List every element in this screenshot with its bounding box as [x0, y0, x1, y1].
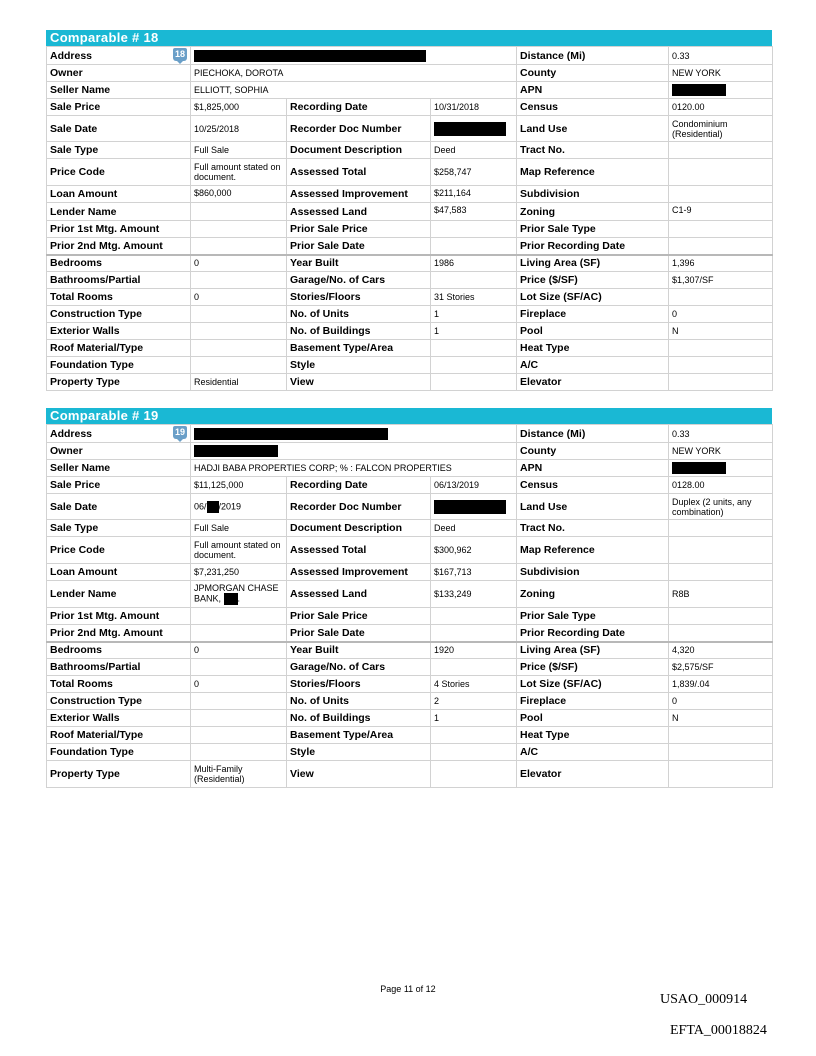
comparable-19-title: Comparable # 19 [46, 408, 772, 424]
table-row: Prior 1st Mtg. Amount Prior Sale Price Prior Sale Type [47, 608, 773, 625]
table-row: Exterior Walls No. of Buildings 1 Pool N [47, 323, 773, 340]
redaction-bar [224, 593, 238, 605]
comparable-19-section [46, 408, 772, 788]
redaction-bar [207, 501, 219, 513]
table-row: Price Code Full amount stated on document. Assessed Total $300,962 Map Reference [47, 537, 773, 564]
comparable-18-section [46, 30, 772, 391]
table-row: Roof Material/Type Basement Type/Area Heat Type [47, 340, 773, 357]
table-row: Bathrooms/Partial Garage/No. of Cars Price ($/SF) $2,575/SF [47, 659, 773, 676]
table-row: Bedrooms 0 Year Built 1986 Living Area (SF) 1,396 [47, 255, 773, 272]
table-row: Construction Type No. of Units 2 Fireplace 0 [47, 693, 773, 710]
apn-value [669, 460, 773, 477]
map-pin-icon[interactable]: 19 [174, 427, 185, 437]
address-value [191, 425, 517, 443]
redaction-bar [194, 445, 278, 457]
table-row: Property Type Residential View Elevator [47, 374, 773, 391]
bates-number-efta: EFTA_00018824 [670, 1023, 767, 1038]
table-row: Owner County NEW YORK [47, 443, 773, 460]
redaction-bar [434, 122, 506, 136]
apn-value [669, 82, 773, 99]
table-row: Owner PIECHOKA, DOROTA County NEW YORK [47, 65, 773, 82]
redaction-bar [194, 428, 388, 440]
redaction-bar [672, 84, 726, 96]
address-value [191, 47, 517, 65]
table-row: Address 18 Distance (Mi) 0.33 [47, 47, 773, 65]
table-row: Lender Name JPMORGAN CHASE BANK, . Assessed Land $133,249 Zoning R8B [47, 581, 773, 608]
address-label-cell: Address 19 [47, 425, 191, 443]
table-row: Prior 1st Mtg. Amount Prior Sale Price Prior Sale Type [47, 221, 773, 238]
page-number: Page 11 of 12 [380, 984, 436, 994]
table-row: Property Type Multi-Family (Residential) View Elevator [47, 761, 773, 788]
owner-value: PIECHOKA, DOROTA [191, 65, 517, 82]
table-row: Sale Date 06/ /2019 Recorder Doc Number Land Use Duplex (2 units, any combination) [47, 494, 773, 520]
map-pin-icon[interactable]: 18 [174, 49, 185, 59]
table-row: Address 19 Distance (Mi) 0.33 [47, 425, 773, 443]
table-row: Total Rooms 0 Stories/Floors 31 Stories Lot Size (SF/AC) [47, 289, 773, 306]
table-row: Roof Material/Type Basement Type/Area Heat Type [47, 727, 773, 744]
address-label-cell: Address 18 [47, 47, 191, 65]
table-row: Lender Name Assessed Land $47,583 Zoning C1-9 [47, 203, 773, 221]
table-row: Total Rooms 0 Stories/Floors 4 Stories Lot Size (SF/AC) 1,839/.04 [47, 676, 773, 693]
sale-date-value: 06/ /2019 [191, 494, 287, 520]
redaction-bar [194, 50, 426, 62]
table-row: Loan Amount $7,231,250 Assessed Improvement $167,713 Subdivision [47, 564, 773, 581]
recorder-doc-value [431, 494, 517, 520]
table-row: Sale Price $1,825,000 Recording Date 10/31/2018 Census 0120.00 [47, 99, 773, 116]
table-row: Loan Amount $860,000 Assessed Improvement $211,164 Subdivision [47, 186, 773, 203]
bates-number-usao: USAO_000914 [660, 992, 748, 1007]
table-row: Foundation Type Style A/C [47, 744, 773, 761]
table-row: Foundation Type Style A/C [47, 357, 773, 374]
table-row: Prior 2nd Mtg. Amount Prior Sale Date Prior Recording Date [47, 238, 773, 255]
table-row: Price Code Full amount stated on document. Assessed Total $258,747 Map Reference [47, 159, 773, 186]
recorder-doc-value [431, 116, 517, 142]
owner-value [191, 443, 517, 460]
seller-value: ELLIOTT, SOPHIA [191, 82, 517, 99]
table-row: Sale Date 10/25/2018 Recorder Doc Number Land Use Condominium (Residential) [47, 116, 773, 142]
table-row: Exterior Walls No. of Buildings 1 Pool N [47, 710, 773, 727]
table-row: Seller Name HADJI BABA PROPERTIES CORP; % : FALCON PROPERTIES APN [47, 460, 773, 477]
comparable-19-table [46, 424, 773, 788]
table-row: Sale Type Full Sale Document Description Deed Tract No. [47, 520, 773, 537]
comparable-18-title: Comparable # 18 [46, 30, 772, 46]
table-row: Sale Type Full Sale Document Description Deed Tract No. [47, 142, 773, 159]
table-row: Bedrooms 0 Year Built 1920 Living Area (SF) 4,320 [47, 642, 773, 659]
seller-value: HADJI BABA PROPERTIES CORP; % : FALCON PROPERTIES [191, 460, 517, 477]
table-row: Bathrooms/Partial Garage/No. of Cars Price ($/SF) $1,307/SF [47, 272, 773, 289]
table-row: Prior 2nd Mtg. Amount Prior Sale Date Prior Recording Date [47, 625, 773, 642]
redaction-bar [672, 462, 726, 474]
table-row: Sale Price $11,125,000 Recording Date 06/13/2019 Census 0128.00 [47, 477, 773, 494]
comparable-18-table [46, 46, 773, 391]
table-row: Seller Name ELLIOTT, SOPHIA APN [47, 82, 773, 99]
redaction-bar [434, 500, 506, 514]
table-row: Construction Type No. of Units 1 Fireplace 0 [47, 306, 773, 323]
lender-value: JPMORGAN CHASE BANK, . [191, 581, 287, 608]
